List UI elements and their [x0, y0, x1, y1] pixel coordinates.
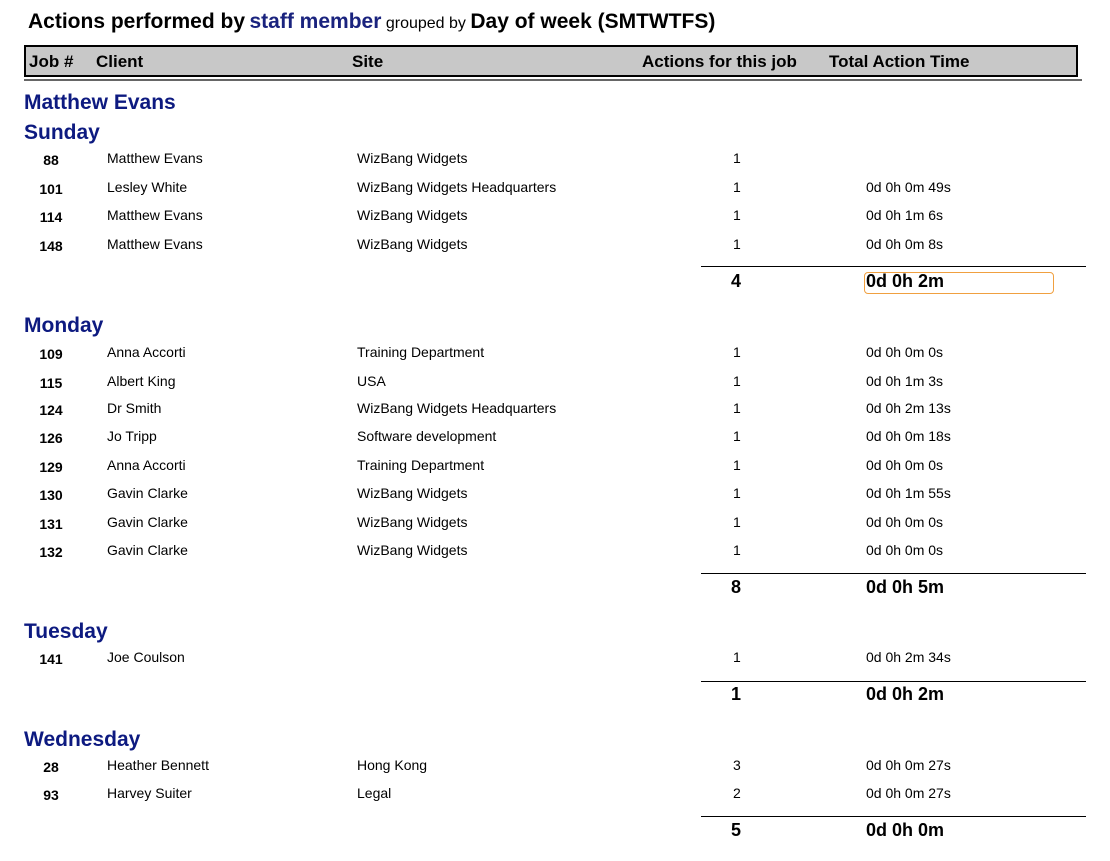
table-row [0, 236, 1110, 264]
subtotal-time: 0d 0h 2m [866, 684, 945, 704]
job-number: 114 [39, 209, 63, 225]
actions-count: 1 [733, 457, 741, 473]
actions-count: 1 [733, 514, 741, 530]
actions-count: 1 [733, 207, 741, 223]
job-number: 126 [39, 430, 63, 446]
table-row [0, 428, 1110, 456]
job-number: 88 [43, 152, 59, 168]
job-number: 115 [39, 375, 63, 391]
client-name: Jo Tripp [107, 428, 157, 444]
actions-count: 2 [733, 785, 741, 801]
job-number: 28 [43, 759, 59, 775]
actions-count: 1 [733, 400, 741, 416]
job-number: 93 [43, 787, 59, 803]
subtotal-actions: 1 [731, 684, 742, 704]
client-name: Joe Coulson [107, 649, 185, 665]
actions-count: 3 [733, 757, 741, 773]
actions-count: 1 [733, 542, 741, 558]
subtotal-time: 0d 0h 0m [866, 820, 945, 840]
header-underline [24, 79, 1082, 81]
action-time: 0d 0h 2m 34s [866, 649, 951, 665]
action-time: 0d 0h 2m 13s [866, 400, 951, 416]
table-row [0, 179, 1110, 207]
title-prefix: Actions performed by [28, 10, 246, 33]
table-row [0, 485, 1110, 513]
subtotal-divider [701, 266, 1086, 267]
action-time: 0d 0h 0m 27s [866, 757, 951, 773]
table-row [0, 757, 1110, 785]
subtotal-divider [701, 681, 1086, 682]
table-row [0, 542, 1110, 570]
client-name: Gavin Clarke [107, 514, 188, 530]
client-name: Matthew Evans [107, 236, 203, 252]
column-header-bar [24, 45, 1078, 77]
action-time: 0d 0h 0m 0s [866, 514, 944, 530]
job-number: 148 [39, 238, 63, 254]
client-name: Lesley White [107, 179, 188, 195]
table-row [0, 400, 1110, 428]
day-heading: Wednesday [24, 728, 141, 751]
selected-field-outline[interactable] [864, 272, 1054, 294]
actions-count: 1 [733, 344, 741, 360]
site-name: WizBang Widgets Headquarters [357, 400, 557, 416]
subtotal-divider [701, 816, 1086, 817]
action-time: 0d 0h 0m 18s [866, 428, 951, 444]
col-header-actions: Actions for this job [642, 52, 797, 71]
report-title [28, 10, 715, 34]
col-header-site: Site [352, 52, 384, 71]
client-name: Matthew Evans [107, 207, 203, 223]
actions-count: 1 [733, 485, 741, 501]
job-number: 141 [39, 651, 63, 667]
action-time: 0d 0h 0m 27s [866, 785, 951, 801]
site-name: USA [357, 373, 386, 389]
site-name: Legal [357, 785, 392, 801]
col-header-time: Total Action Time [829, 52, 970, 71]
action-time: 0d 0h 1m 3s [866, 373, 944, 389]
site-name: Hong Kong [357, 757, 428, 773]
actions-count: 1 [733, 373, 741, 389]
client-name: Matthew Evans [107, 150, 203, 166]
job-number: 130 [39, 487, 63, 503]
action-time: 0d 0h 0m 0s [866, 457, 944, 473]
title-subject: staff member [249, 10, 382, 33]
actions-count: 1 [733, 428, 741, 444]
subtotal-divider [701, 573, 1086, 574]
job-number: 124 [39, 402, 63, 418]
staff-name: Matthew Evans [24, 91, 176, 114]
site-name: WizBang Widgets Headquarters [357, 179, 557, 195]
job-number: 109 [39, 346, 63, 362]
action-time: 0d 0h 1m 55s [866, 485, 951, 501]
actions-count: 1 [733, 236, 741, 252]
client-name: Gavin Clarke [107, 485, 188, 501]
day-heading: Sunday [24, 121, 100, 144]
col-header-client: Client [96, 52, 144, 71]
client-name: Albert King [107, 373, 176, 389]
site-name: WizBang Widgets [357, 150, 468, 166]
col-header-job: Job # [29, 52, 74, 71]
actions-count: 1 [733, 150, 741, 166]
action-time: 0d 0h 0m 0s [866, 542, 944, 558]
action-time: 0d 0h 0m 0s [866, 344, 944, 360]
table-row [0, 785, 1110, 813]
client-name: Anna Accorti [107, 344, 186, 360]
subtotal-actions: 4 [731, 271, 742, 291]
table-row [0, 150, 1110, 178]
action-time: 0d 0h 0m 49s [866, 179, 951, 195]
table-row [0, 207, 1110, 235]
job-number: 101 [39, 181, 63, 197]
table-row [0, 344, 1110, 372]
job-number: 132 [39, 544, 63, 560]
subtotal-time[interactable]: 0d 0h 2m [866, 271, 945, 291]
job-number: 131 [39, 516, 63, 532]
client-name: Dr Smith [107, 400, 162, 416]
job-number: 129 [39, 459, 63, 475]
table-row [0, 514, 1110, 542]
site-name: Software development [357, 428, 497, 444]
client-name: Heather Bennett [107, 757, 209, 773]
subtotal-actions: 5 [731, 820, 742, 840]
title-grouped-by: grouped by [385, 15, 466, 32]
subtotal-time: 0d 0h 5m [866, 577, 945, 597]
site-name: WizBang Widgets [357, 542, 468, 558]
day-heading: Tuesday [24, 620, 108, 643]
subtotal-actions: 8 [731, 577, 742, 597]
action-time: 0d 0h 1m 6s [866, 207, 944, 223]
site-name: WizBang Widgets [357, 207, 468, 223]
action-time: 0d 0h 0m 8s [866, 236, 944, 252]
day-heading: Monday [24, 314, 104, 337]
client-name: Harvey Suiter [107, 785, 192, 801]
table-row [0, 649, 1110, 677]
client-name: Anna Accorti [107, 457, 186, 473]
site-name: Training Department [357, 344, 485, 360]
actions-count: 1 [733, 649, 741, 665]
actions-count: 1 [733, 179, 741, 195]
site-name: Training Department [357, 457, 485, 473]
table-row [0, 373, 1110, 401]
table-row [0, 457, 1110, 485]
client-name: Gavin Clarke [107, 542, 188, 558]
site-name: WizBang Widgets [357, 514, 468, 530]
site-name: WizBang Widgets [357, 236, 468, 252]
site-name: WizBang Widgets [357, 485, 468, 501]
title-grouping: Day of week (SMTWTFS) [470, 10, 716, 33]
